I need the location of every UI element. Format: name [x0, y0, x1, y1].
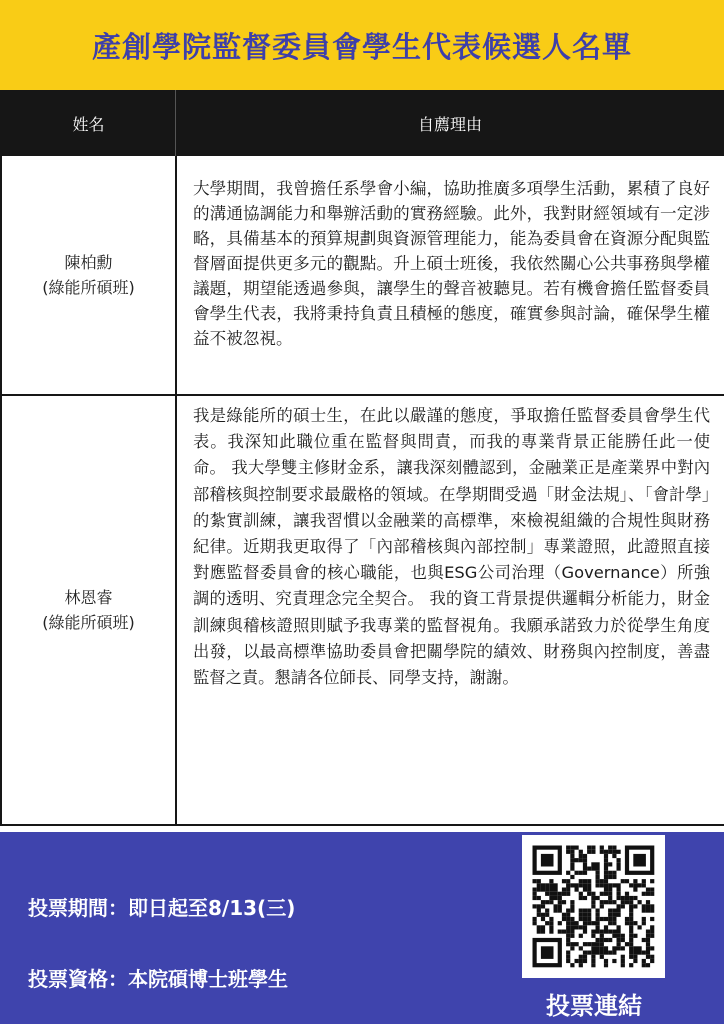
candidate-program: (綠能所碩班): [42, 613, 135, 632]
candidate-program: (綠能所碩班): [42, 278, 135, 297]
qr-code-graphic: [522, 835, 665, 978]
candidate-name-cell: [2, 156, 177, 394]
header-name: 姓名: [2, 90, 176, 156]
table-row: [0, 396, 724, 826]
candidate-table: [0, 90, 724, 826]
voting-eligibility: 投票資格：本院碩博士班學生: [28, 967, 288, 991]
candidate-reason: 大學期間，我曾擔任系學會小編，協助推廣多項學生活動，累積了良好的溝通協調能力和舉辦活動的實務經驗。此外，我對財經領域有一定涉略，具備基本的預算規劃與資源管理能力，能為委員會在資源分配與監督層面提供更多元的觀點。升上碩士班後，我依然關心公共事務與學權議題，期望能透過參與，讓學生的聲音被聽見。若有機會擔任監督委員會學生代表，我將秉持負責且積極的態度，確實參與討論，確保學生權益不被忽視。: [193, 179, 710, 348]
candidate-reason: 我是綠能所的碩士生，在此以嚴謹的態度，爭取擔任監督委員會學生代表。我深知此職位重在監督與問責，而我的專業背景正能勝任此一使命。 我大學雙主修財金系，讓我深刻體認到，金融業正是產業界中對內部稽核與控制要求最嚴格的領域。在學期間受過「財金法規」、「會計學」的紮實訓練，讓我習慣以金融業的高標準，來檢視組織的合規性與財務紀律。近期我更取得了「內部稽核與內部控制」專業證照，此證照直接對應監督委員會的核心職能，也與ESG公司治理（Governance）所強調的透明、究責理念完全契合。 我的資工背景提供邏輯分析能力，財金訓練與稽核證照則賦予我專業的監督視角。我願承諾致力於從學生角度出發，以最高標準協助委員會把關學院的績效、財務與內控制度，善盡監督之責。懇請各位師長、同學支持，謝謝。: [193, 406, 710, 688]
page-title: 產創學院監督委員會學生代表候選人名單: [91, 29, 632, 64]
header-reason: 自薦理由: [417, 114, 482, 134]
title-banner: [0, 0, 724, 90]
candidate-name: 林恩睿: [64, 588, 113, 607]
vote-link-label[interactable]: 投票連結: [546, 992, 642, 1020]
voting-period: 投票期間：即日起至8/13(三): [28, 896, 296, 920]
qr-code-icon[interactable]: [522, 835, 665, 978]
candidate-name-cell: [2, 396, 177, 824]
voting-footer: [0, 832, 724, 1024]
table-row: [0, 156, 724, 396]
table-header-row: [0, 90, 724, 156]
candidate-name: 陳柏勳: [64, 253, 113, 272]
